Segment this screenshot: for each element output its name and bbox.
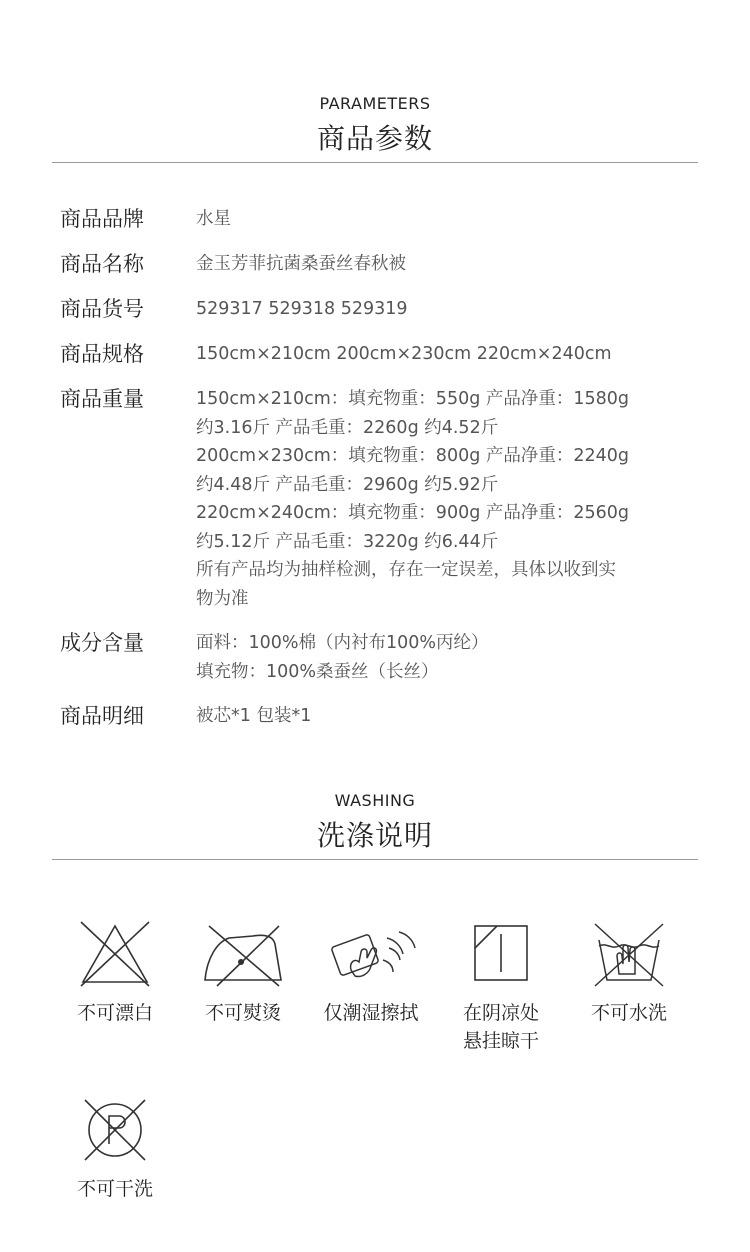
care-item-no-bleach	[60, 918, 170, 1026]
care-item-no-dry-clean	[60, 1094, 170, 1202]
no-dry-clean-icon	[75, 1094, 155, 1166]
parameters-title-en: PARAMETERS	[319, 94, 431, 113]
param-value-line: 约5.12斤 产品毛重：3220g 约6.44斤	[196, 531, 499, 552]
parameters-divider	[52, 162, 698, 163]
param-value-line: 220cm×240cm：填充物重：900g 产品净重：2560g	[196, 503, 630, 523]
param-key: 商品名称	[60, 252, 144, 276]
param-value-line: 金玉芳菲抗菌桑蚕丝春秋被	[196, 254, 406, 274]
param-value-line: 面料：100%棉（内衬布100%丙纶）	[196, 633, 489, 653]
shade-hang-dry-icon	[461, 918, 541, 990]
param-row-brand	[60, 205, 700, 234]
care-label: 悬挂晾干	[462, 1030, 539, 1052]
param-key: 商品品牌	[60, 207, 144, 231]
care-label: 在阴凉处	[462, 1002, 539, 1024]
param-value-line: 水星	[196, 209, 231, 229]
no-bleach-icon	[75, 918, 155, 990]
param-value-line: 约3.16斤 产品毛重：2260g 约4.52斤	[196, 417, 499, 438]
no-iron-icon	[195, 918, 291, 990]
param-value-line: 所有产品均为抽样检测，存在一定误差，具体以收到实	[196, 560, 616, 580]
care-item-no-wash	[574, 918, 684, 1026]
param-key: 商品规格	[60, 342, 144, 366]
param-value	[196, 702, 700, 731]
param-value	[196, 629, 700, 686]
param-key: 商品货号	[60, 297, 144, 321]
param-key: 商品明细	[60, 704, 144, 728]
param-value	[196, 340, 700, 369]
param-value	[196, 385, 700, 613]
care-item-no-iron	[188, 918, 298, 1026]
param-value-line: 被芯*1 包装*1	[196, 706, 312, 726]
washing-divider	[52, 859, 698, 860]
param-row-size	[60, 340, 700, 369]
param-value	[196, 205, 700, 234]
param-key: 商品重量	[60, 387, 144, 411]
param-value-line: 150cm×210cm：填充物重：550g 产品净重：1580g	[196, 389, 630, 409]
care-label: 不可干洗	[76, 1178, 153, 1200]
param-value-line: 物为准	[196, 588, 249, 609]
param-value	[196, 250, 700, 279]
care-item-shade-hang-dry	[446, 918, 556, 1054]
care-label: 不可漂白	[76, 1002, 153, 1024]
no-wash-icon	[589, 918, 669, 990]
param-value-line: 200cm×230cm：填充物重：800g 产品净重：2240g	[196, 446, 630, 466]
param-key: 成分含量	[60, 631, 144, 655]
parameters-header	[0, 94, 750, 157]
param-row-sku	[60, 295, 700, 324]
param-row-weight	[60, 385, 700, 613]
param-value-line: 150cm×210cm 200cm×230cm 220cm×240cm	[196, 344, 612, 364]
care-label: 不可熨烫	[204, 1002, 281, 1024]
parameters-title-zh: 商品参数	[316, 122, 433, 155]
param-value-line: 填充物：100%桑蚕丝（长丝）	[196, 661, 439, 682]
param-value-line: 约4.48斤 产品毛重：2960g 约5.92斤	[196, 474, 499, 495]
param-row-composition	[60, 629, 700, 686]
param-value-line: 529317 529318 529319	[196, 299, 408, 319]
washing-title-en: WASHING	[334, 791, 416, 810]
param-row-contents	[60, 702, 700, 731]
care-label: 不可水洗	[590, 1002, 667, 1024]
param-value	[196, 295, 700, 324]
care-label: 仅潮湿擦拭	[323, 1002, 419, 1024]
washing-title-zh: 洗涤说明	[316, 819, 433, 852]
care-item-damp-wipe	[316, 918, 426, 1026]
parameters-table	[60, 205, 700, 747]
param-row-name	[60, 250, 700, 279]
damp-wipe-icon	[321, 918, 421, 990]
washing-header	[0, 791, 750, 854]
